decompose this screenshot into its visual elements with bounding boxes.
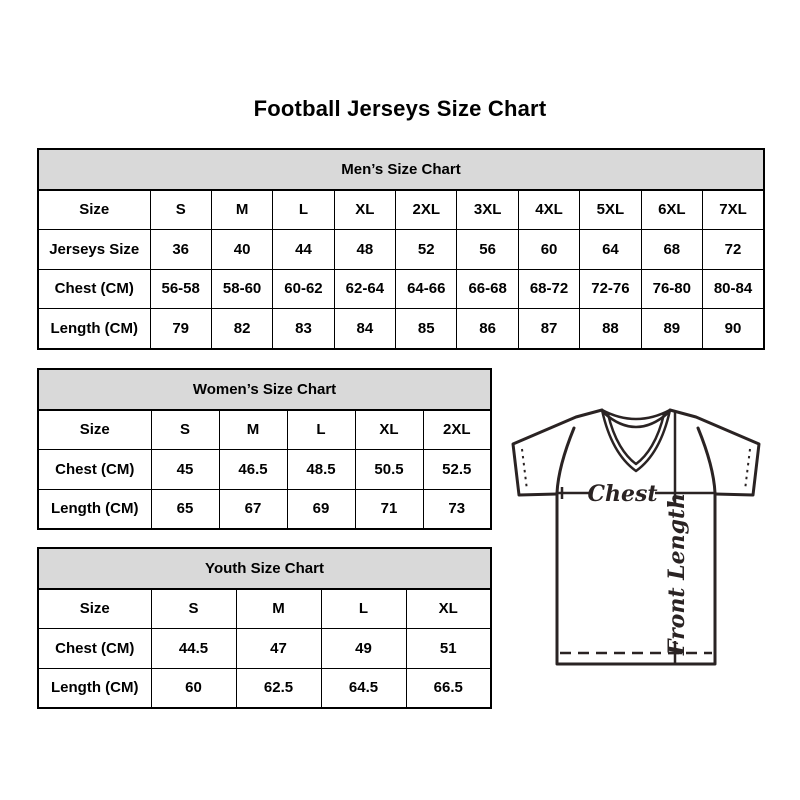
value-cell: 64 bbox=[580, 230, 641, 270]
value-cell: M bbox=[219, 410, 287, 450]
table-row bbox=[38, 668, 491, 708]
table-title-row bbox=[38, 369, 491, 410]
row-header-cell: Chest (CM) bbox=[38, 269, 150, 309]
value-cell: 85 bbox=[396, 309, 457, 349]
value-cell: 7XL bbox=[703, 190, 764, 230]
value-cell: S bbox=[150, 190, 211, 230]
value-cell: 56 bbox=[457, 230, 518, 270]
value-cell: 68 bbox=[641, 230, 702, 270]
value-cell: 52.5 bbox=[423, 450, 491, 490]
jersey-diagram-svg bbox=[503, 398, 771, 690]
right-cuff-stitch-line bbox=[745, 449, 750, 490]
value-cell: 82 bbox=[211, 309, 272, 349]
value-cell: 48.5 bbox=[287, 450, 355, 490]
value-cell: 46.5 bbox=[219, 450, 287, 490]
row-header-cell: Size bbox=[38, 589, 151, 629]
womens-size-table bbox=[37, 368, 492, 530]
value-cell: 2XL bbox=[423, 410, 491, 450]
value-cell: 71 bbox=[355, 489, 423, 529]
table-title-row bbox=[38, 149, 764, 190]
value-cell: 86 bbox=[457, 309, 518, 349]
right-armpit-seam bbox=[698, 428, 715, 493]
row-header-cell: Chest (CM) bbox=[38, 629, 151, 669]
value-cell: 72-76 bbox=[580, 269, 641, 309]
value-cell: 48 bbox=[334, 230, 395, 270]
value-cell: 87 bbox=[518, 309, 579, 349]
value-cell: 68-72 bbox=[518, 269, 579, 309]
measurement-lines bbox=[557, 411, 715, 664]
table-row bbox=[38, 629, 491, 669]
value-cell: 62-64 bbox=[334, 269, 395, 309]
row-header-cell: Length (CM) bbox=[38, 309, 150, 349]
value-cell: 66.5 bbox=[406, 668, 491, 708]
value-cell: 58-60 bbox=[211, 269, 272, 309]
body-outline bbox=[557, 493, 715, 664]
value-cell: 88 bbox=[580, 309, 641, 349]
value-cell: 84 bbox=[334, 309, 395, 349]
row-header-cell: Length (CM) bbox=[38, 489, 151, 529]
value-cell: 45 bbox=[151, 450, 219, 490]
value-cell: 52 bbox=[396, 230, 457, 270]
value-cell: M bbox=[236, 589, 321, 629]
value-cell: 69 bbox=[287, 489, 355, 529]
value-cell: 90 bbox=[703, 309, 764, 349]
value-cell: 44 bbox=[273, 230, 334, 270]
table-title-row bbox=[38, 548, 491, 589]
row-header-cell: Size bbox=[38, 190, 150, 230]
value-cell: L bbox=[287, 410, 355, 450]
value-cell: XL bbox=[355, 410, 423, 450]
table-row bbox=[38, 589, 491, 629]
collar-top-curve bbox=[602, 410, 670, 419]
table-row bbox=[38, 410, 491, 450]
value-cell: 60 bbox=[518, 230, 579, 270]
page-title: Football Jerseys Size Chart bbox=[253, 96, 547, 121]
table-title: Men’s Size Chart bbox=[38, 149, 764, 190]
value-cell: 67 bbox=[219, 489, 287, 529]
value-cell: S bbox=[151, 589, 236, 629]
jersey-outline bbox=[513, 410, 759, 664]
value-cell: S bbox=[151, 410, 219, 450]
front-length-label: Front Length bbox=[664, 492, 690, 656]
value-cell: 56-58 bbox=[150, 269, 211, 309]
value-cell: 89 bbox=[641, 309, 702, 349]
table-title: Youth Size Chart bbox=[38, 548, 491, 589]
row-header-cell: Size bbox=[38, 410, 151, 450]
table-row bbox=[38, 489, 491, 529]
row-header-cell: Chest (CM) bbox=[38, 450, 151, 490]
table-row bbox=[38, 269, 764, 309]
value-cell: XL bbox=[334, 190, 395, 230]
table-title: Women’s Size Chart bbox=[38, 369, 491, 410]
jersey-measurement-diagram bbox=[503, 398, 771, 690]
value-cell: 62.5 bbox=[236, 668, 321, 708]
value-cell: 40 bbox=[211, 230, 272, 270]
mens-size-table bbox=[37, 148, 765, 350]
value-cell: 60 bbox=[151, 668, 236, 708]
value-cell: 73 bbox=[423, 489, 491, 529]
value-cell: 80-84 bbox=[703, 269, 764, 309]
value-cell: 44.5 bbox=[151, 629, 236, 669]
value-cell: 2XL bbox=[396, 190, 457, 230]
value-cell: XL bbox=[406, 589, 491, 629]
value-cell: 64.5 bbox=[321, 668, 406, 708]
value-cell: 49 bbox=[321, 629, 406, 669]
row-header-cell: Jerseys Size bbox=[38, 230, 150, 270]
value-cell: 65 bbox=[151, 489, 219, 529]
row-header-cell: Length (CM) bbox=[38, 668, 151, 708]
value-cell: L bbox=[273, 190, 334, 230]
value-cell: M bbox=[211, 190, 272, 230]
value-cell: 79 bbox=[150, 309, 211, 349]
value-cell: 47 bbox=[236, 629, 321, 669]
table-row bbox=[38, 309, 764, 349]
value-cell: 64-66 bbox=[396, 269, 457, 309]
value-cell: 51 bbox=[406, 629, 491, 669]
value-cell: 72 bbox=[703, 230, 764, 270]
table-row bbox=[38, 230, 764, 270]
value-cell: L bbox=[321, 589, 406, 629]
chest-label: Chest bbox=[587, 481, 658, 507]
value-cell: 76-80 bbox=[641, 269, 702, 309]
value-cell: 3XL bbox=[457, 190, 518, 230]
left-cuff-stitch-line bbox=[522, 449, 527, 490]
value-cell: 60-62 bbox=[273, 269, 334, 309]
value-cell: 83 bbox=[273, 309, 334, 349]
value-cell: 4XL bbox=[518, 190, 579, 230]
value-cell: 50.5 bbox=[355, 450, 423, 490]
value-cell: 36 bbox=[150, 230, 211, 270]
value-cell: 66-68 bbox=[457, 269, 518, 309]
youth-size-table bbox=[37, 547, 492, 709]
table-row bbox=[38, 450, 491, 490]
left-armpit-seam bbox=[557, 428, 574, 493]
value-cell: 5XL bbox=[580, 190, 641, 230]
table-row bbox=[38, 190, 764, 230]
v-neck-collar bbox=[602, 410, 670, 471]
value-cell: 6XL bbox=[641, 190, 702, 230]
